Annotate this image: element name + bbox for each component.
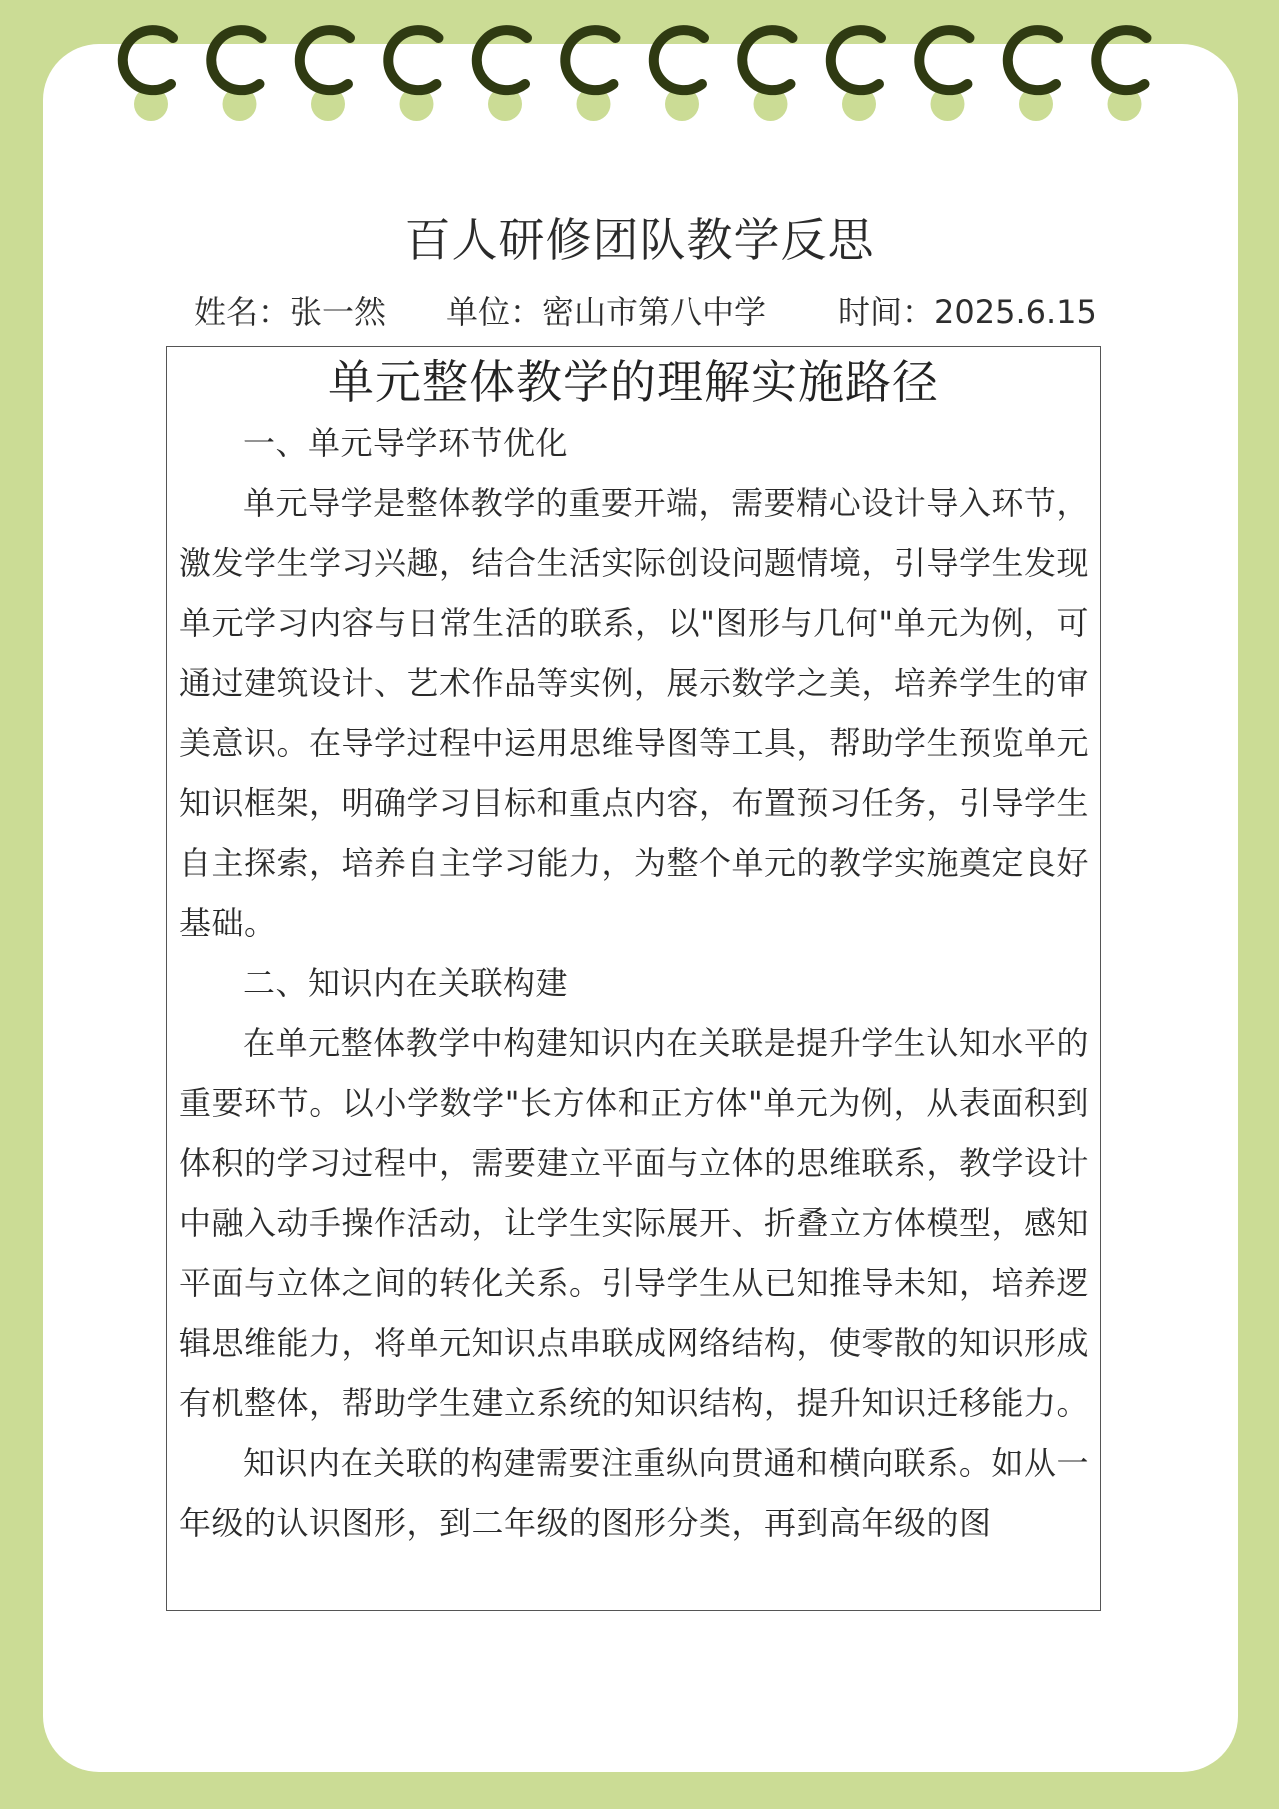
binding-ring — [565, 30, 615, 90]
binding-ring — [654, 30, 704, 90]
section-heading: 二、知识内在关联构建 — [243, 964, 569, 1002]
binding-ring — [123, 30, 173, 90]
author-name: 姓名：张一然 — [194, 293, 387, 331]
reflection-box — [166, 346, 1101, 1611]
binding-ring — [388, 30, 438, 90]
paragraph: 知识内在关联的构建需要注重纵向贯通和横向联系。如从一年级的认识图形，到二年级的图形分类，再到高年级的图 — [179, 1444, 1089, 1542]
section-heading: 一、单元导学环节优化 — [243, 424, 569, 462]
binding-ring — [300, 30, 350, 90]
binding-ring — [1096, 30, 1146, 90]
binding-ring — [1008, 30, 1058, 90]
page-title: 百人研修团队教学反思 — [404, 213, 875, 267]
meta-line — [0, 290, 1279, 334]
paragraph: 在单元整体教学中构建知识内在关联是提升学生认知水平的重要环节。以小学数学"长方体和正方体"单元为例，从表面积到体积的学习过程中，需要建立平面与立体的思维联系，教学设计中融入动手操作活动，让学生实际展开、折叠立方体模型，感知平面与立体之间的转化关系。引导学生从已知推导未知，培养逻辑思维能力，将单元知识点串联成网络结构，使零散的知识形成有机整体，帮助学生建立系统的知识结构，提升知识迁移能力。 — [179, 1024, 1090, 1422]
binding-ring — [211, 30, 261, 90]
author-unit: 单位：密山市第八中学 — [446, 293, 767, 331]
binding-ring — [477, 30, 527, 90]
binding-ring — [831, 30, 881, 90]
paragraph: 单元导学是整体教学的重要开端，需要精心设计导入环节，激发学生学习兴趣，结合生活实际创设问题情境，引导学生发现单元学习内容与日常生活的联系，以"图形与几何"单元为例，可通过建筑设计、艺术作品等实例，展示数学之美，培养学生的审美意识。在导学过程中运用思维导图等工具，帮助学生预览单元知识框架，明确学习目标和重点内容，布置预习任务，引导学生自主探索，培养自主学习能力，为整个单元的教学实施奠定良好基础。 — [179, 484, 1090, 942]
spiral-rings-graphic — [0, 0, 1279, 140]
binding-ring — [919, 30, 969, 90]
box-title: 单元整体教学的理解实施路径 — [328, 355, 939, 409]
binding-ring — [742, 30, 792, 90]
reflection-content — [167, 413, 1100, 1553]
date: 时间：2025.6.15 — [838, 293, 1097, 331]
spiral-binding — [0, 0, 1279, 140]
